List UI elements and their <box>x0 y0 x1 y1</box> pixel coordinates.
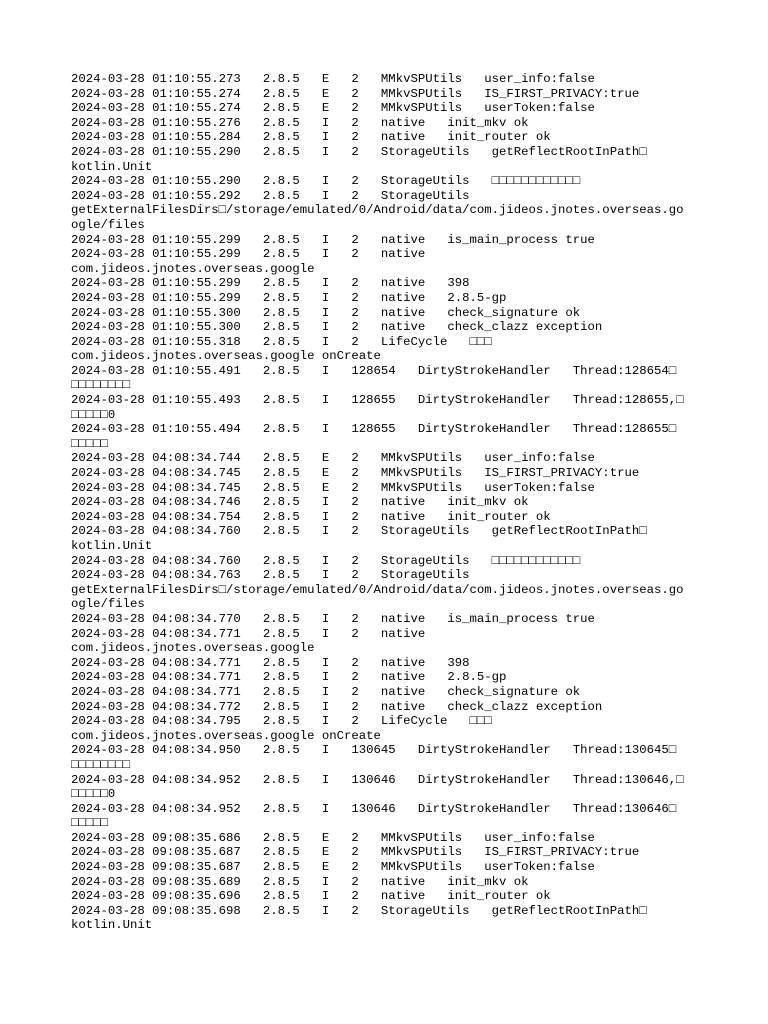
log-line: 2024-03-28 01:10:55.318 2.8.5 I 2 LifeCycle □□□ com.jideos.jnotes.overseas.google onCreate <box>71 334 492 364</box>
log-line: 2024-03-28 04:08:34.771 2.8.5 I 2 native 2.8.5-gp <box>71 670 507 685</box>
log-line: 2024-03-28 04:08:34.952 2.8.5 I 130646 DirtyStrokeHandler Thread:130646,□ □□□□□0 <box>71 772 684 802</box>
log-line: 2024-03-28 04:08:34.771 2.8.5 I 2 native com.jideos.jnotes.overseas.google <box>71 626 426 656</box>
log-text <box>71 72 701 933</box>
log-line: 2024-03-28 01:10:55.276 2.8.5 I 2 native init_mkv ok <box>71 115 529 130</box>
log-line: 2024-03-28 04:08:34.760 2.8.5 I 2 StorageUtils getReflectRootInPath□ kotlin.Unit <box>71 524 647 553</box>
log-line: 2024-03-28 04:08:34.745 2.8.5 E 2 MMkvSPUtils IS_FIRST_PRIVACY:true <box>71 466 640 481</box>
log-line: 2024-03-28 01:10:55.493 2.8.5 I 128655 DirtyStrokeHandler Thread:128655,□ □□□□□0 <box>71 393 684 422</box>
log-line: 2024-03-28 01:10:55.299 2.8.5 I 2 native 398 <box>71 276 470 291</box>
log-line: 2024-03-28 01:10:55.300 2.8.5 I 2 native check_signature ok <box>71 305 581 320</box>
log-line: 2024-03-28 09:08:35.686 2.8.5 E 2 MMkvSPUtils user_info:false <box>71 830 595 845</box>
log-line: 2024-03-28 01:10:55.300 2.8.5 I 2 native check_clazz exception <box>71 320 603 335</box>
log-line: 2024-03-28 01:10:55.273 2.8.5 E 2 MMkvSPUtils user_info:false <box>71 72 595 86</box>
log-line: 2024-03-28 09:08:35.687 2.8.5 E 2 MMkvSPUtils userToken:false <box>71 860 595 875</box>
log-line: 2024-03-28 04:08:34.754 2.8.5 I 2 native init_router ok <box>71 509 551 524</box>
log-line: 2024-03-28 01:10:55.494 2.8.5 I 128655 DirtyStrokeHandler Thread:128655□ □□□□□ <box>71 422 677 451</box>
log-line: 2024-03-28 01:10:55.299 2.8.5 I 2 native com.jideos.jnotes.overseas.google <box>71 247 426 276</box>
log-line: 2024-03-28 01:10:55.299 2.8.5 I 2 native is_main_process true <box>71 232 595 247</box>
log-line: 2024-03-28 04:08:34.760 2.8.5 I 2 StorageUtils □□□□□□□□□□□□ <box>71 553 581 568</box>
log-line: 2024-03-28 04:08:34.771 2.8.5 I 2 native 398 <box>71 655 470 670</box>
log-line: 2024-03-28 01:10:55.274 2.8.5 E 2 MMkvSPUtils IS_FIRST_PRIVACY:true <box>71 86 640 101</box>
log-line: 2024-03-28 01:10:55.299 2.8.5 I 2 native 2.8.5-gp <box>71 290 507 305</box>
log-line: 2024-03-28 04:08:34.744 2.8.5 E 2 MMkvSPUtils user_info:false <box>71 451 595 466</box>
log-line: 2024-03-28 01:10:55.491 2.8.5 I 128654 DirtyStrokeHandler Thread:128654□ □□□□□□□□ <box>71 363 677 393</box>
log-line: 2024-03-28 04:08:34.763 2.8.5 I 2 StorageUtils getExternalFilesDirs□/storage/emulated/0/Android/data/com.jideos.jnotes.overseas.go ogle/files <box>71 568 684 612</box>
log-line: 2024-03-28 04:08:34.950 2.8.5 I 130645 DirtyStrokeHandler Thread:130645□ □□□□□□□□ <box>71 743 677 772</box>
log-line: 2024-03-28 01:10:55.274 2.8.5 E 2 MMkvSPUtils userToken:false <box>71 101 595 116</box>
log-line: 2024-03-28 09:08:35.687 2.8.5 E 2 MMkvSPUtils IS_FIRST_PRIVACY:true <box>71 845 640 860</box>
log-line: 2024-03-28 04:08:34.795 2.8.5 I 2 LifeCycle □□□ com.jideos.jnotes.overseas.google onCreate <box>71 714 492 743</box>
log-line: 2024-03-28 04:08:34.770 2.8.5 I 2 native is_main_process true <box>71 611 595 626</box>
log-line: 2024-03-28 04:08:34.746 2.8.5 I 2 native init_mkv ok <box>71 495 529 510</box>
log-line: 2024-03-28 01:10:55.292 2.8.5 I 2 StorageUtils getExternalFilesDirs□/storage/emulated/0/Android/data/com.jideos.jnotes.overseas.go ogle/files <box>71 188 684 232</box>
log-line: 2024-03-28 04:08:34.771 2.8.5 I 2 native check_signature ok <box>71 684 581 699</box>
log-line: 2024-03-28 01:10:55.290 2.8.5 I 2 StorageUtils □□□□□□□□□□□□ <box>71 174 581 189</box>
log-line: 2024-03-28 04:08:34.952 2.8.5 I 130646 DirtyStrokeHandler Thread:130646□ □□□□□ <box>71 801 677 831</box>
log-line: 2024-03-28 09:08:35.689 2.8.5 I 2 native init_mkv ok <box>71 874 529 889</box>
log-line: 2024-03-28 04:08:34.772 2.8.5 I 2 native check_clazz exception <box>71 699 603 714</box>
log-line: 2024-03-28 09:08:35.696 2.8.5 I 2 native init_router ok <box>71 889 551 904</box>
log-line: 2024-03-28 09:08:35.698 2.8.5 I 2 StorageUtils getReflectRootInPath□ kotlin.Unit <box>71 903 647 933</box>
log-line: 2024-03-28 01:10:55.284 2.8.5 I 2 native init_router ok <box>71 130 551 145</box>
log-line: 2024-03-28 04:08:34.745 2.8.5 E 2 MMkvSPUtils userToken:false <box>71 480 595 495</box>
log-line: 2024-03-28 01:10:55.290 2.8.5 I 2 StorageUtils getReflectRootInPath□ kotlin.Unit <box>71 144 647 174</box>
